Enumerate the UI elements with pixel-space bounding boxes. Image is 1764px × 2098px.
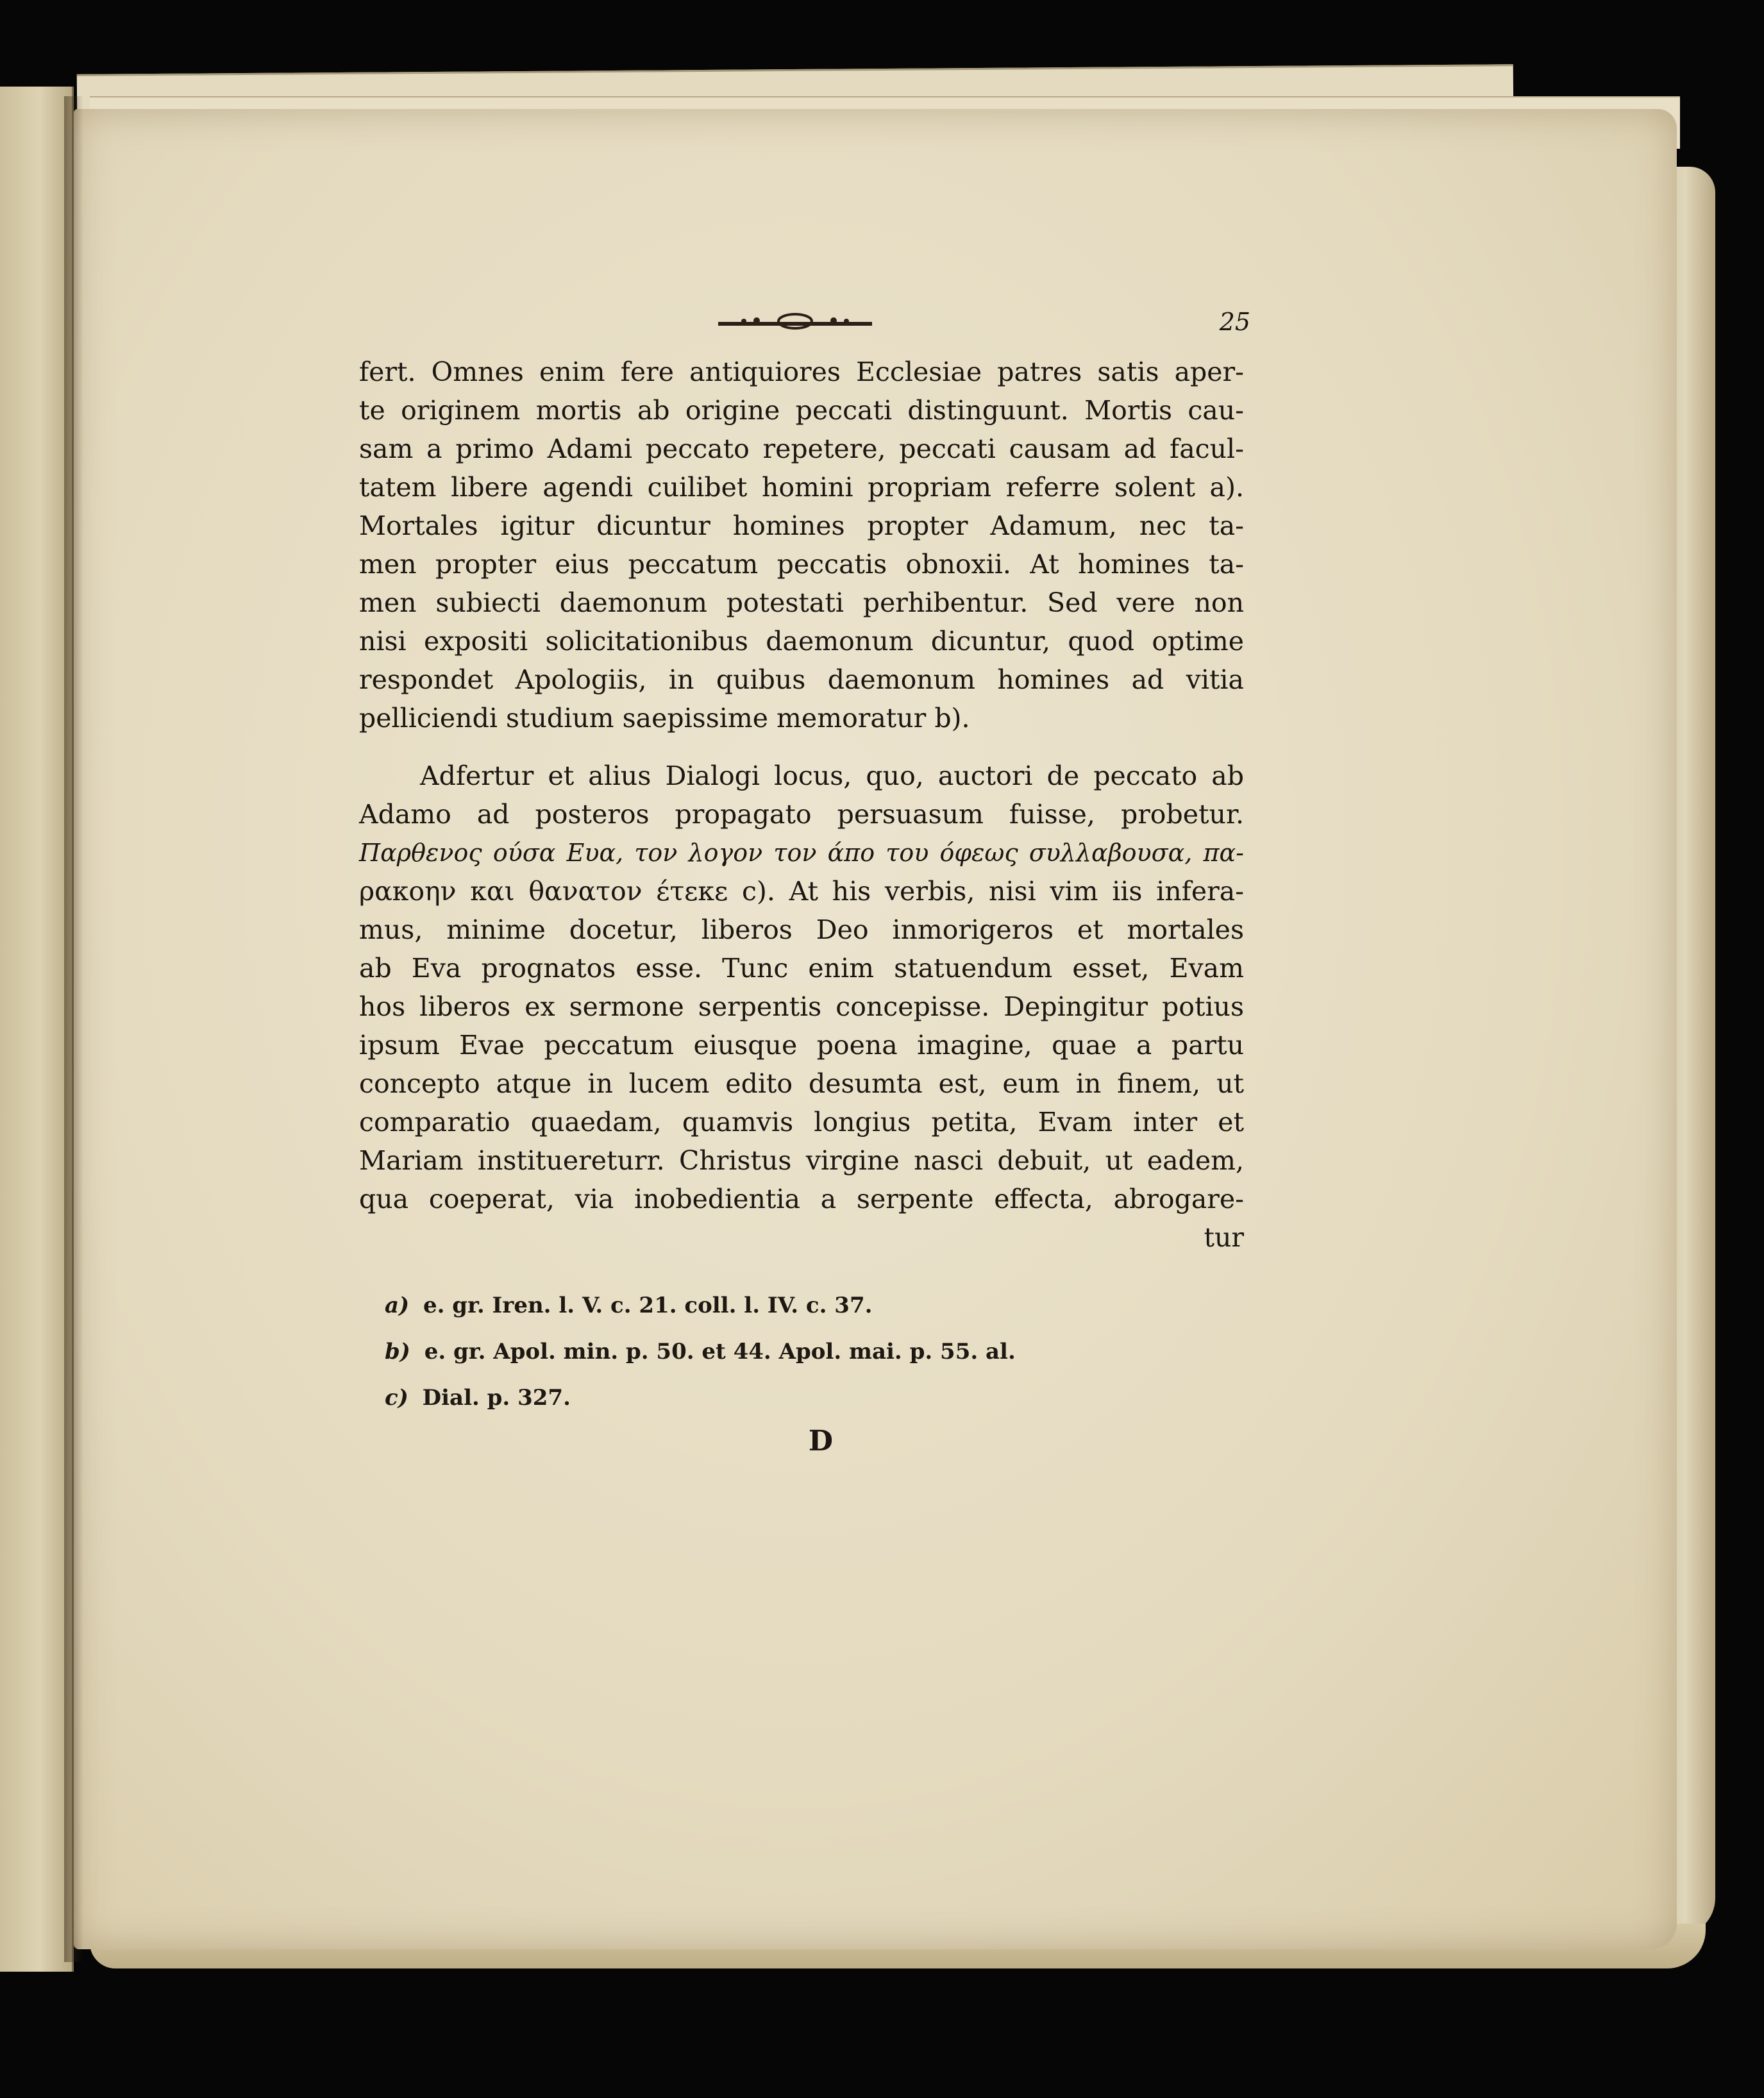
text-line: Adfertur et alius Dialogi locus, quo, auctori de peccato ab xyxy=(420,760,1244,791)
catchword-line: tur xyxy=(1204,1222,1244,1253)
text-line: hos liberos ex sermone serpentis concepisse. Depingitur potius xyxy=(359,991,1244,1022)
footnotes xyxy=(359,1282,1244,1421)
text-line: comparatio quaedam, quamvis longius petita, Evam inter et xyxy=(359,1107,1244,1137)
text-line: fert. Omnes enim fere antiquiores Ecclesiae patres satis aper- xyxy=(359,357,1244,387)
text-line: Mariam instituereturr. Christus virgine nasci debuit, ut eadem, xyxy=(359,1145,1244,1176)
footnote-marker: c) xyxy=(385,1385,408,1411)
text-line: qua coeperat, via inobedientia a serpente effecta, abrogare- xyxy=(359,1184,1244,1214)
text-line: Mortales igitur dicuntur homines propter Adamum, nec ta- xyxy=(359,510,1244,541)
text-line: ipsum Evae peccatum eiusque poena imagine, quae a partu xyxy=(359,1030,1244,1061)
text-line: mus, minime docetur, liberos Deo inmorigeros et mortales xyxy=(359,914,1244,945)
page-content xyxy=(359,308,1250,1457)
text-line: nisi expositi solicitationibus daemonum dicuntur, quod optime xyxy=(359,626,1244,657)
page-number: 25 xyxy=(1219,308,1250,336)
signature-mark: D xyxy=(808,1425,834,1457)
footnote-marker: a) xyxy=(385,1293,410,1318)
footnote-text: Dial. p. 327. xyxy=(422,1385,571,1411)
footnote xyxy=(385,1329,1244,1375)
text-line: men propter eius peccatum peccatis obnoxii. At homines ta- xyxy=(359,549,1244,580)
text-line: te originem mortis ab origine peccati distinguunt. Mortis cau- xyxy=(359,395,1244,426)
text-line: Adamo ad posteros propagato persuasum fuisse, probetur. xyxy=(359,799,1244,830)
paragraph-2 xyxy=(359,757,1244,1257)
text-line: respondet Apologiis, in quibus daemonum homines ad vitia xyxy=(359,664,1244,695)
footnote xyxy=(385,1282,1244,1329)
footnote-text: e. gr. Iren. l. V. c. 21. coll. l. IV. c. 37. xyxy=(423,1293,873,1318)
text-line: ab Eva prognatos esse. Tunc enim statuendum esset, Evam xyxy=(359,953,1244,984)
text-line: tatem libere agendi cuilibet homini propriam referre solent a). xyxy=(359,472,1244,503)
footnote xyxy=(385,1375,1244,1421)
footnote-text: e. gr. Apol. min. p. 50. et 44. Apol. mai. p. 55. al. xyxy=(424,1339,1016,1364)
footnote-marker: b) xyxy=(385,1339,410,1364)
gutter-shadow xyxy=(64,96,83,1962)
text-line: men subiecti daemonum potestati perhibentur. Sed vere non xyxy=(359,587,1244,618)
header-ornament xyxy=(718,313,872,330)
text-line: pelliciendi studium saepissime memoratur b). xyxy=(359,703,970,734)
greek-quote-line: Παρθενος ούσα Ευα, τον λογον τον άπο του όφεως συλλαβουσα, πα- xyxy=(359,839,1244,867)
page-header xyxy=(359,308,1250,353)
text-line: concepto atque in lucem edito desumta est, eum in finem, ut xyxy=(359,1068,1244,1099)
text-line: sam a primo Adami peccato repetere, peccati causam ad facul- xyxy=(359,433,1244,464)
text-line: ρακοην και θανατον έτεκε c). At his verbis, nisi vim iis infera- xyxy=(359,876,1244,907)
facing-page-edge xyxy=(0,87,74,1972)
paragraph-1 xyxy=(359,353,1244,737)
